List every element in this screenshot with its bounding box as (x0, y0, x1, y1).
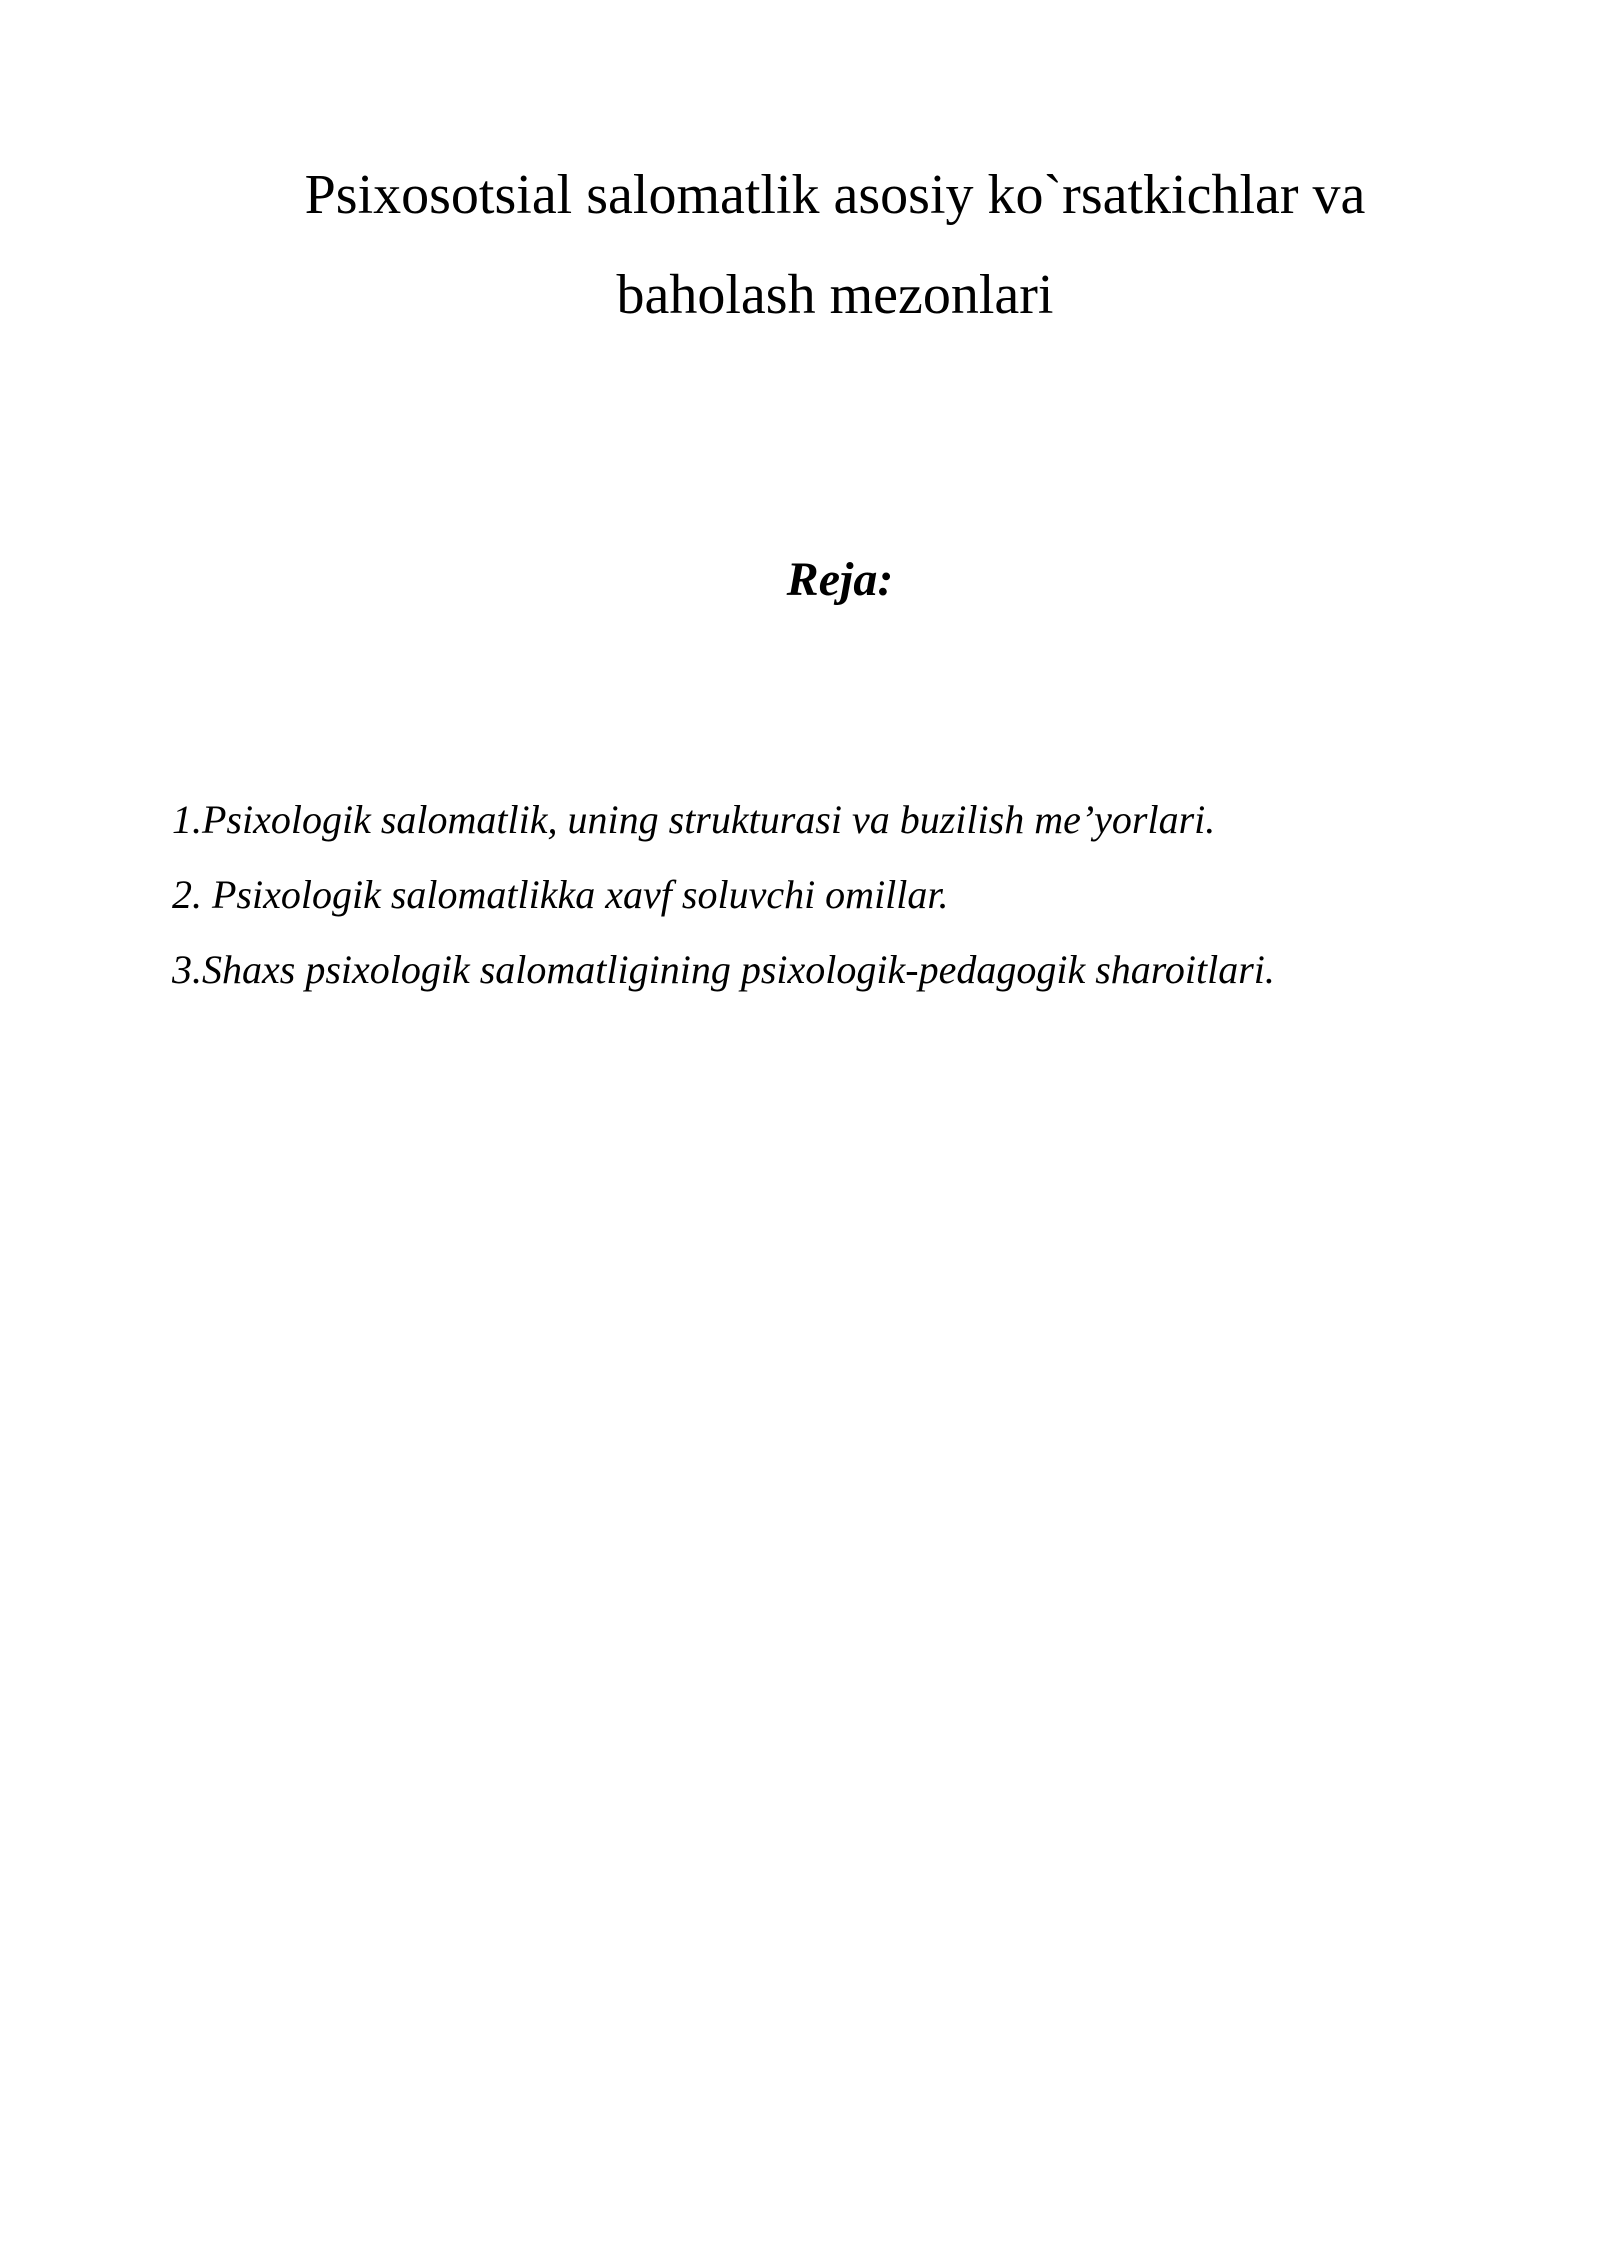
plan-list (172, 782, 1552, 1007)
plan-item: 3.Shaxs psixologik salomatligining psixologik-pedagogik sharoitlari. (172, 947, 1275, 992)
document-title-line-2: baholash mezonlari (616, 264, 1054, 326)
plan-item: 1.Psixologik salomatlik, uning strukturasi va buzilish me’yorlari. (172, 797, 1216, 842)
document-title-line-1: Psixosotsial salomatlik asosiy ko`rsatkichlar va (304, 164, 1366, 226)
document-title (230, 145, 1440, 345)
plan-heading: Reja: (786, 553, 894, 606)
plan-item: 2. Psixologik salomatlikka xavf soluvchi omillar. (172, 872, 949, 917)
